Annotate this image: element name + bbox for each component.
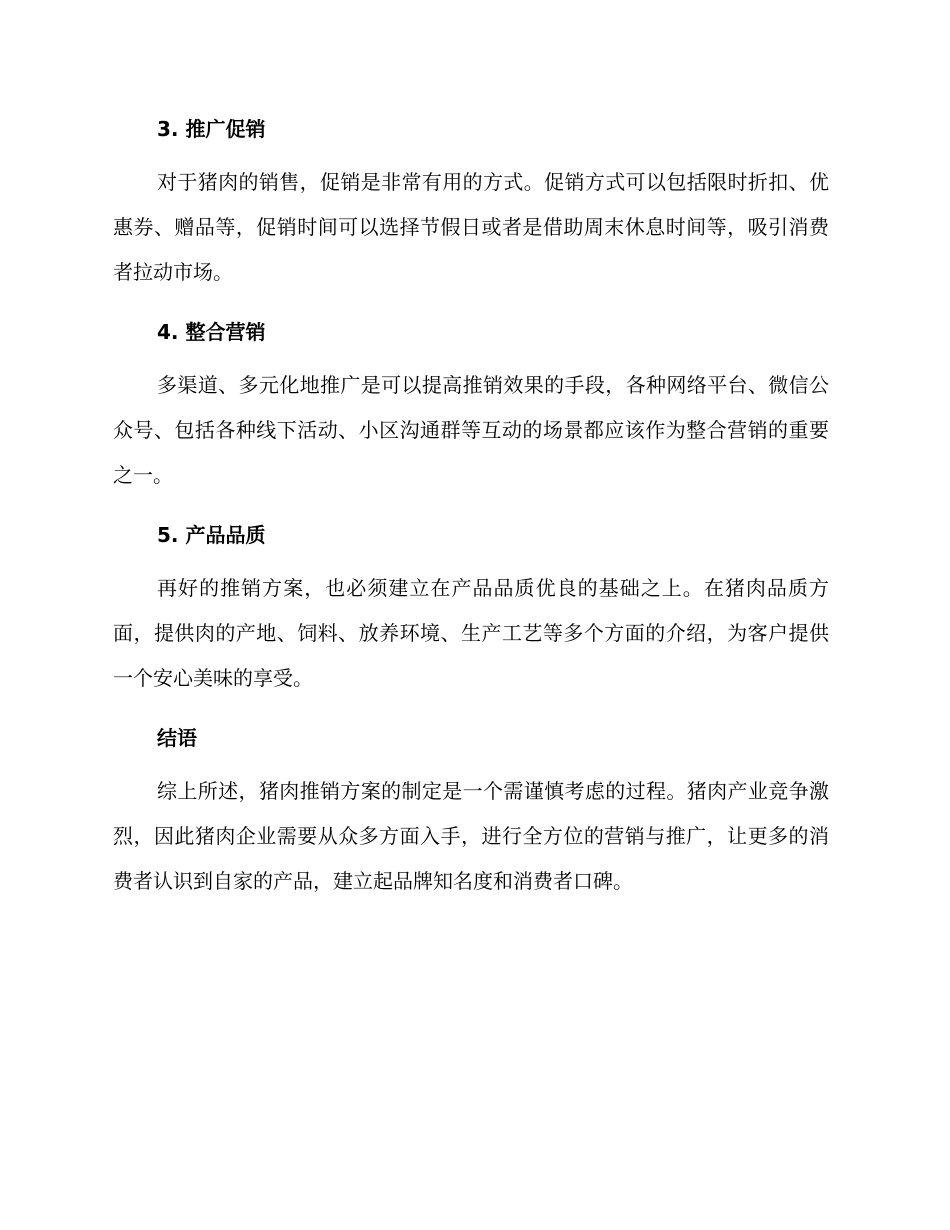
section-heading: 3. 推广促销 xyxy=(157,117,266,141)
section-product-quality xyxy=(113,518,829,701)
section-paragraph: 综上所述，猪肉推销方案的制定是一个需谨慎考虑的过程。猪肉产业竞争激烈，因此猪肉企业需要从众多方面入手，进行全方位的营销与推广，让更多的消费者认识到自家的产品，建立起品牌知名度和消费者口碑。 xyxy=(113,779,829,893)
section-conclusion xyxy=(113,721,829,904)
document-body xyxy=(113,112,829,924)
section-paragraph: 多渠道、多元化地推广是可以提高推销效果的手段，各种网络平台、微信公众号、包括各种线下活动、小区沟通群等互动的场景都应该作为整合营销的重要之一。 xyxy=(113,373,829,487)
section-integrated-marketing xyxy=(113,315,829,498)
section-paragraph: 再好的推销方案，也必须建立在产品品质优良的基础之上。在猪肉品质方面，提供肉的产地、饲料、放养环境、生产工艺等多个方面的介绍，为客户提供一个安心美味的享受。 xyxy=(113,576,829,690)
section-heading: 5. 产品品质 xyxy=(157,523,266,547)
section-heading: 4. 整合营销 xyxy=(157,320,266,344)
section-heading: 结语 xyxy=(157,726,197,750)
section-paragraph: 对于猪肉的销售，促销是非常有用的方式。促销方式可以包括限时折扣、优惠券、赠品等，促销时间可以选择节假日或者是借助周末休息时间等，吸引消费者拉动市场。 xyxy=(113,170,829,284)
section-promotion xyxy=(113,112,829,295)
